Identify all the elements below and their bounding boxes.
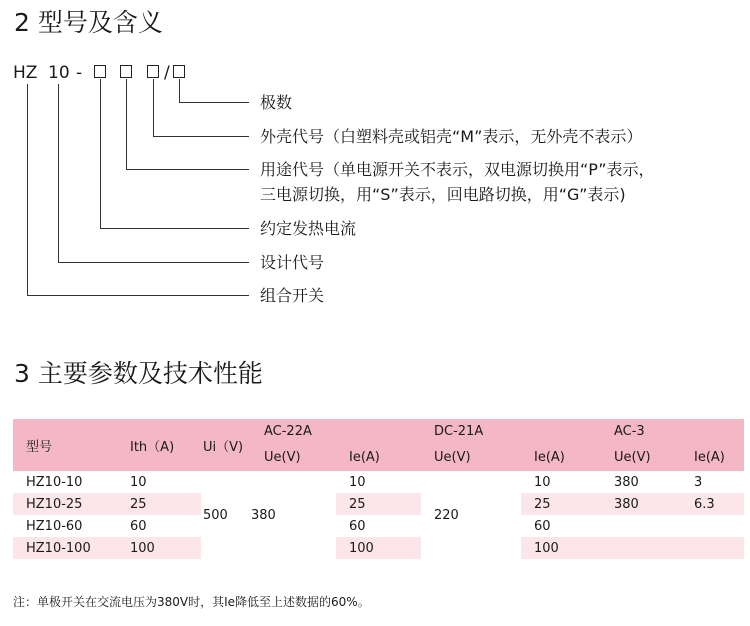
cell-dc21-ie: 10 <box>534 474 551 490</box>
cell-ac3-ue <box>601 537 681 559</box>
code-slash: / <box>164 63 170 83</box>
header-dc21-ue: Ue(V) <box>421 443 521 471</box>
header-dc21-ie: Ie(A) <box>521 443 601 471</box>
meaning-usage-2: 三电源切换，用“S”表示，回电路切换，用“G”表示) <box>260 185 626 204</box>
cell-model: HZ10-100 <box>13 537 117 559</box>
meaning-switch: 组合开关 <box>260 286 325 305</box>
meaning-usage-1: 用途代号（单电源开关不表示，双电源切换用“P”表示， <box>260 160 655 179</box>
cell-dc21-ie: 100 <box>521 537 601 559</box>
cell-ac22-ie: 100 <box>336 537 421 559</box>
parameters-table <box>13 419 744 559</box>
cell-ac3-ue <box>601 515 681 537</box>
cell-ac3-ie: 3 <box>694 474 703 490</box>
cell-model: HZ10-60 <box>26 518 83 534</box>
meaning-shell: 外壳代号（白塑料壳或铝壳“M”表示，无外壳不表示） <box>260 127 643 146</box>
table-row <box>13 493 744 515</box>
cell-ith: 100 <box>117 537 201 559</box>
code-prefix: HZ <box>13 63 38 83</box>
cell-model: HZ10-10 <box>26 474 83 490</box>
cell-ith: 60 <box>130 518 147 534</box>
cell-ac22-ie: 60 <box>349 518 366 534</box>
header-ac22-ie: Ie(A) <box>336 443 421 471</box>
header-ac22-ue: Ue(V) <box>251 443 336 471</box>
code-box-shell <box>147 65 159 78</box>
meaning-current: 约定发热电流 <box>260 219 357 238</box>
meaning-design: 设计代号 <box>260 253 325 272</box>
code-box-current <box>94 65 106 78</box>
cell-ac22-ie: 10 <box>349 474 366 490</box>
header-ui: Ui（V) <box>201 419 251 471</box>
meaning-poles: 极数 <box>260 93 293 112</box>
table-row <box>13 515 744 537</box>
section-3-title: 3 主要参数及技术性能 <box>14 359 263 388</box>
header-ac3-ie: Ie(A) <box>681 443 744 471</box>
cell-ac22-ie: 25 <box>336 493 421 515</box>
table-row <box>13 537 744 559</box>
cell-ac3-ie: 6.3 <box>681 493 744 515</box>
cell-dc21-ue-merged: 220 <box>434 507 459 523</box>
code-series: 10 <box>48 63 70 83</box>
cell-ith: 10 <box>130 474 147 490</box>
table-header-row-1 <box>13 419 744 443</box>
header-ac3-ue: Ue(V) <box>601 443 681 471</box>
cell-model: HZ10-25 <box>13 493 117 515</box>
footnote: 注：单极开关在交流电压为380V时，其Ie降低至上述数据的60%。 <box>13 595 370 609</box>
header-model: 型号 <box>13 419 117 471</box>
cell-ac3-ie <box>681 537 744 559</box>
section-2-title: 2 型号及含义 <box>14 8 163 37</box>
cell-ui-merged: 500 <box>203 507 228 523</box>
cell-ac3-ue: 380 <box>614 474 639 490</box>
code-box-poles <box>173 65 185 78</box>
cell-ac3-ie <box>681 515 744 537</box>
header-dc21a: DC-21A <box>421 419 601 443</box>
cell-ac3-ue: 380 <box>601 493 681 515</box>
cell-dc21-ie: 60 <box>534 518 551 534</box>
table-row <box>13 471 744 493</box>
header-ac22a: AC-22A <box>251 419 421 443</box>
cell-ac22-ue-merged: 380 <box>251 507 276 523</box>
header-ac3: AC-3 <box>601 419 744 443</box>
code-dash: - <box>76 63 83 83</box>
code-box-usage <box>120 65 132 78</box>
cell-dc21-ie: 25 <box>521 493 601 515</box>
cell-ith: 25 <box>117 493 201 515</box>
header-ith: Ith（A) <box>117 419 201 471</box>
